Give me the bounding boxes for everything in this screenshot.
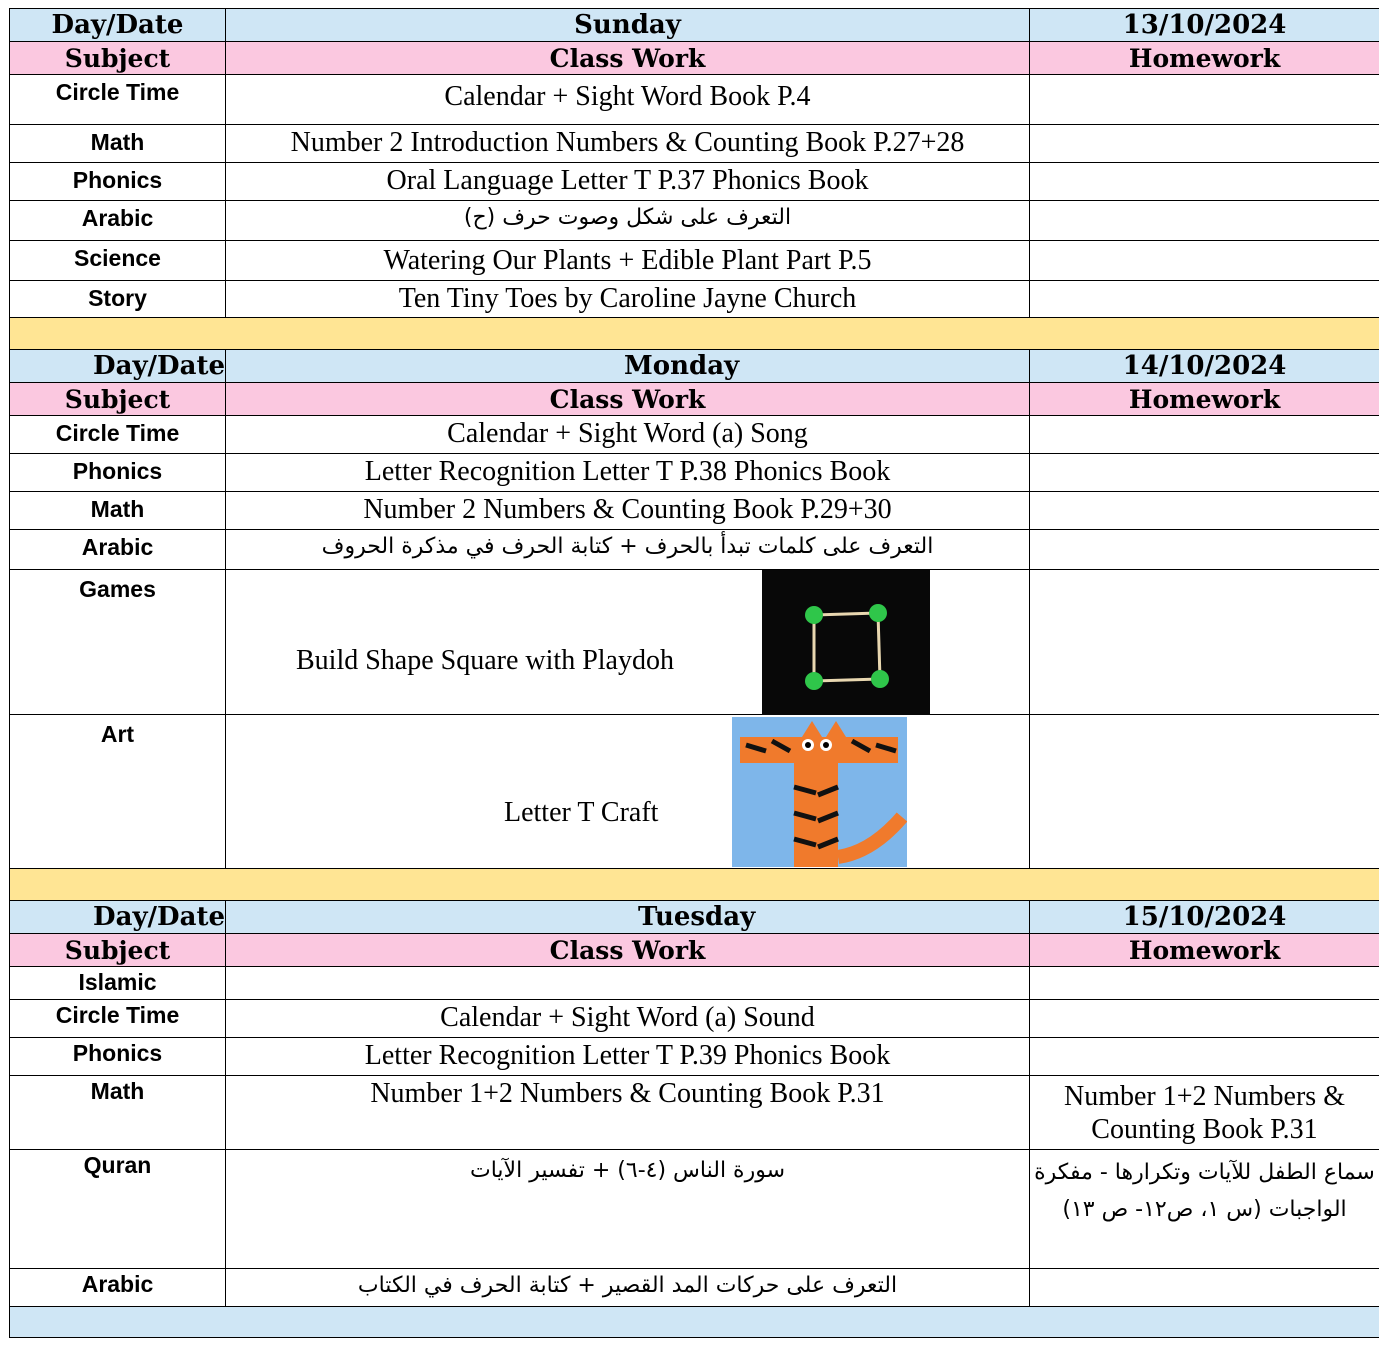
header-row [10,42,1379,75]
table-row [10,1150,1379,1269]
homework-cell [1030,967,1379,1000]
header-row [10,383,1379,416]
class-work-cell: التعرف على شكل وصوت حرف (ح) [226,201,1030,241]
table-row [10,281,1379,318]
homework-cell: Number 1+2 Numbers & Counting Book P.31 [1030,1076,1379,1150]
day-label: Day/Date [10,9,226,42]
class-work-cell: Letter Recognition Letter T P.39 Phonics Book [226,1038,1030,1076]
homework-cell [1030,416,1379,454]
subject-cell: Math [10,125,226,163]
day-label: Day/Date [10,350,226,383]
homework-cell [1030,1000,1379,1038]
class-work-cell [226,715,1030,869]
day-date: 15/10/2024 [1030,901,1379,934]
subject-cell: Science [10,241,226,281]
class-work-cell: سورة الناس (٤-٦) + تفسير الآيات [226,1150,1030,1269]
table-row [10,1038,1379,1076]
table-row [10,416,1379,454]
subject-header: Subject [10,383,226,416]
subject-cell: Islamic [10,967,226,1000]
subject-cell: Art [10,715,226,869]
table-row [10,201,1379,241]
homework-header: Homework [1030,934,1379,967]
class-work-cell: Number 2 Numbers & Counting Book P.29+30 [226,492,1030,530]
class-work-cell: التعرف على حركات المد القصير + كتابة الحرف في الكتاب [226,1269,1030,1307]
playdoh-square-image [762,570,930,715]
subject-cell: Games [10,570,226,715]
class-work-cell: Watering Our Plants + Edible Plant Part P.5 [226,241,1030,281]
table-row [10,454,1379,492]
header-row [10,934,1379,967]
table-row [10,715,1379,869]
class-work-cell [226,570,1030,715]
class-work-cell: Number 2 Introduction Numbers & Counting Book P.27+28 [226,125,1030,163]
homework-cell [1030,570,1379,715]
table-row [10,1000,1379,1038]
homework-cell [1030,530,1379,570]
class-work-cell: Ten Tiny Toes by Caroline Jayne Church [226,281,1030,318]
subject-header: Subject [10,42,226,75]
class-work-text: Build Shape Square with Playdoh [296,645,674,676]
bottom-band [10,1307,1379,1338]
day-row-tuesday [10,901,1379,934]
day-name: Tuesday [226,901,1030,934]
day-name: Sunday [226,9,1030,42]
subject-cell: Phonics [10,454,226,492]
class-work-text: Letter T Craft [504,797,659,828]
homework-cell [1030,125,1379,163]
table-row [10,967,1379,1000]
homework-cell [1030,454,1379,492]
table-row [10,125,1379,163]
table-row [10,492,1379,530]
subject-cell: Circle Time [10,75,226,125]
homework-cell: سماع الطفل للآيات وتكرارها - مفكرة الواجبات (س ١، ص١٢- ص ١٣) [1030,1150,1379,1269]
day-separator [10,318,1379,350]
table-row [10,1269,1379,1307]
homework-cell [1030,1269,1379,1307]
day-row-sunday [10,9,1379,42]
homework-cell [1030,201,1379,241]
subject-cell: Math [10,1076,226,1150]
subject-cell: Circle Time [10,416,226,454]
class-work-cell [226,967,1030,1000]
subject-cell: Phonics [10,1038,226,1076]
day-name: Monday [226,350,1030,383]
homework-header: Homework [1030,383,1379,416]
day-label: Day/Date [10,901,226,934]
subject-cell: Arabic [10,201,226,241]
homework-cell [1030,163,1379,201]
homework-cell [1030,715,1379,869]
homework-cell [1030,75,1379,125]
day-date: 13/10/2024 [1030,9,1379,42]
homework-cell [1030,241,1379,281]
subject-header: Subject [10,934,226,967]
table-row [10,1076,1379,1150]
class-work-header: Class Work [226,934,1030,967]
subject-cell: Circle Time [10,1000,226,1038]
homework-cell [1030,281,1379,318]
class-work-cell: التعرف على كلمات تبدأ بالحرف + كتابة الحرف في مذكرة الحروف [226,530,1030,570]
subject-cell: Arabic [10,530,226,570]
homework-header: Homework [1030,42,1379,75]
letter-t-tiger-craft-image [732,717,907,867]
class-work-header: Class Work [226,383,1030,416]
table-row [10,570,1379,715]
subject-cell: Phonics [10,163,226,201]
class-work-cell: Number 1+2 Numbers & Counting Book P.31 [226,1076,1030,1150]
class-work-cell: Letter Recognition Letter T P.38 Phonics Book [226,454,1030,492]
homework-cell [1030,492,1379,530]
weekly-plan-table [9,8,1379,1338]
table-row [10,75,1379,125]
class-work-cell: Calendar + Sight Word Book P.4 [226,75,1030,125]
day-date: 14/10/2024 [1030,350,1379,383]
class-work-cell: Calendar + Sight Word (a) Sound [226,1000,1030,1038]
subject-cell: Quran [10,1150,226,1269]
table-row [10,530,1379,570]
class-work-cell: Calendar + Sight Word (a) Song [226,416,1030,454]
subject-cell: Math [10,492,226,530]
day-row-monday [10,350,1379,383]
table-row [10,241,1379,281]
class-work-header: Class Work [226,42,1030,75]
lesson-plan-sheet [9,8,1379,1338]
subject-cell: Story [10,281,226,318]
day-separator [10,869,1379,901]
class-work-cell: Oral Language Letter T P.37 Phonics Book [226,163,1030,201]
table-row [10,163,1379,201]
homework-cell [1030,1038,1379,1076]
subject-cell: Arabic [10,1269,226,1307]
